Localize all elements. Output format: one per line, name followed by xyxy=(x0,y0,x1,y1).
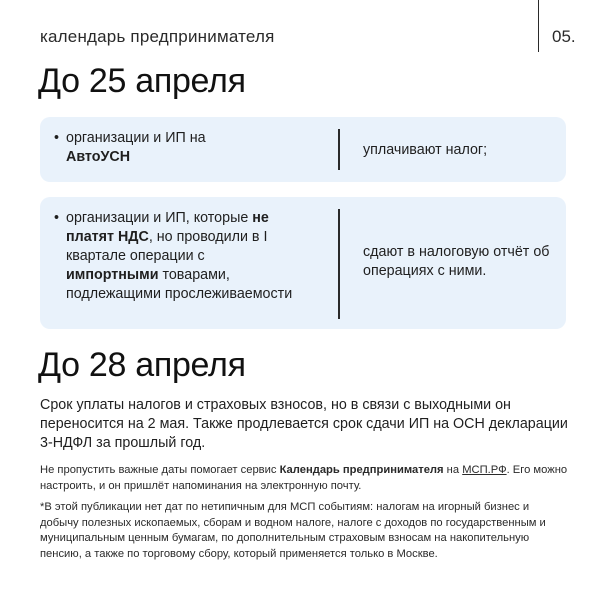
card-left-body xyxy=(66,209,294,304)
bold-fragment: импортными xyxy=(66,267,159,283)
bullet: • xyxy=(54,210,60,226)
card-divider xyxy=(338,209,340,319)
heading-april-25: До 25 апреля xyxy=(38,62,246,100)
msp-link[interactable]: МСП.РФ xyxy=(462,464,507,476)
note-service xyxy=(40,463,570,494)
text-fragment: организации и ИП на xyxy=(66,130,206,146)
page-number: 05. xyxy=(552,27,576,46)
text-fragment: товарами, подлежащими прослеживаемости xyxy=(66,267,293,302)
note-disclaimer: *В этой публикации нет дат по нетипичным для МСП событиям: налогам на игорный бизнес и добычу полезных ископаемых, сборам и водном налоге, налоге с доходов по государственным и муниципальным ценным бумагам, по дополнительным страховым взносам на накопительную пенсию, а также по торговому сбору, который применяется только в Москве. xyxy=(40,501,546,560)
card-left-body xyxy=(66,129,206,167)
bold-fragment: АвтоУСН xyxy=(66,149,131,165)
bold-fragment: Календарь предпринимателя xyxy=(279,464,444,476)
text-fragment: организации и ИП, которые xyxy=(66,210,253,226)
bullet: • xyxy=(54,130,60,146)
header-title: календарь предпринимателя xyxy=(40,27,275,46)
text-fragment: Не пропустить важные даты помогает сервис xyxy=(40,464,280,476)
heading-april-28: До 28 апреля xyxy=(38,346,246,384)
text-fragment: на xyxy=(443,464,463,476)
card-right-text: уплачивают налог; xyxy=(363,142,488,158)
card-right-text: сдают в налоговую отчёт об операциях с ними. xyxy=(363,244,550,279)
bold-fragment: не платят НДС xyxy=(66,210,269,245)
card-import xyxy=(40,197,566,329)
text-fragment: . Его можно настроить, и он пришлёт напоминания на электронную почту. xyxy=(40,464,568,492)
card-left-text xyxy=(54,129,294,167)
card-autousn xyxy=(40,117,566,182)
deadline-paragraph: Срок уплаты налогов и страховых взносов, но в связи с выходными он переносится на 2 мая. Также продлевается срок сдачи ИП на ОСН декларации 3-НДФЛ за прошлый год. xyxy=(40,397,568,451)
header-divider xyxy=(538,0,539,52)
card-left-text xyxy=(54,209,294,304)
text-fragment: , но проводили в I квартале операции с xyxy=(66,229,268,264)
card-divider xyxy=(338,129,340,170)
